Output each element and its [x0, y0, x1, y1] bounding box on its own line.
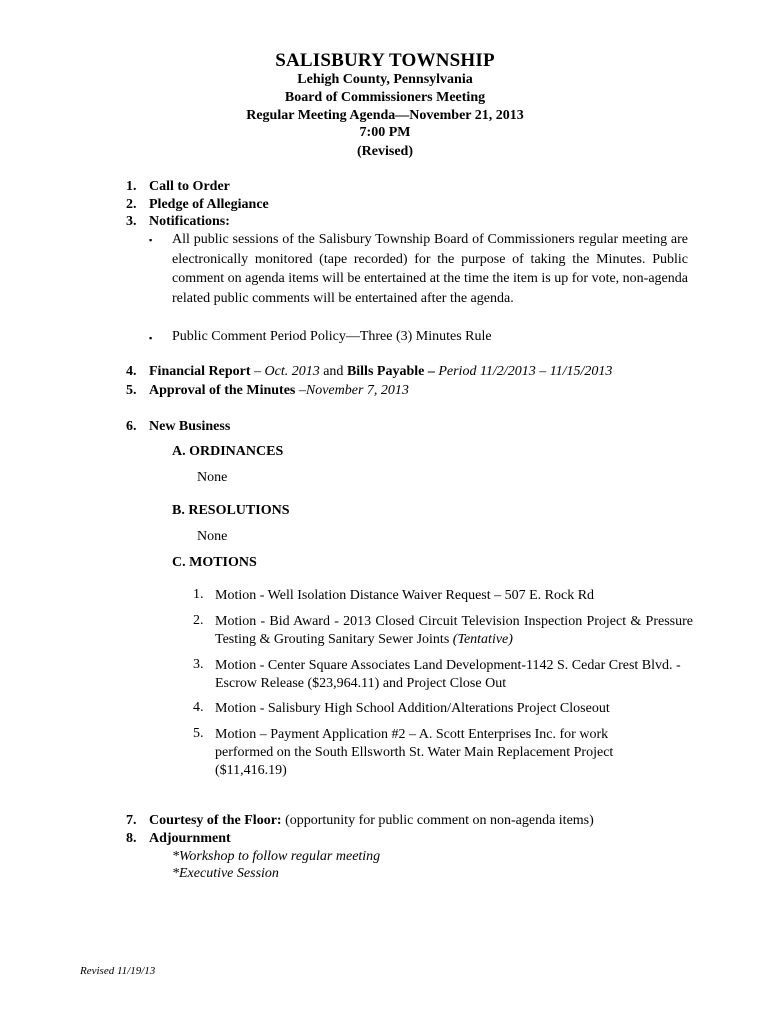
- motion-2-text: [215, 613, 693, 649]
- ordinances-heading: A. ORDINANCES: [172, 444, 284, 459]
- motion-4-number: 4.: [193, 700, 204, 715]
- motion-1-number: 1.: [193, 587, 204, 602]
- courtesy-floor-label: Courtesy of the Floor:: [149, 813, 282, 828]
- executive-session-note: *Executive Session: [172, 866, 279, 881]
- bullet-icon: ▪: [149, 235, 153, 245]
- item-8-number: 8.: [126, 831, 137, 846]
- motion-2-number: 2.: [193, 613, 204, 628]
- item-1-label: Call to Order: [149, 179, 230, 194]
- meeting-time: 7:00 PM: [359, 125, 411, 140]
- item-5-line: [149, 383, 409, 399]
- workshop-note: *Workshop to follow regular meeting: [172, 849, 381, 864]
- item-4-separator: –: [250, 364, 265, 379]
- bills-payable-period: Period 11/2/2013 – 11/15/2013: [434, 364, 613, 379]
- resolutions-heading: B. RESOLUTIONS: [172, 503, 290, 518]
- revised-note: (Revised): [357, 144, 413, 159]
- county-subtitle: Lehigh County, Pennsylvania: [297, 72, 473, 87]
- item-2-label: Pledge of Allegiance: [149, 197, 269, 212]
- item-5-number: 5.: [126, 383, 137, 398]
- item-4-line: [149, 364, 612, 380]
- item-7-line: [149, 813, 594, 829]
- bills-payable-label: Bills Payable –: [346, 364, 435, 379]
- item-4-and: and: [319, 364, 347, 379]
- minutes-date: –November 7, 2013: [295, 383, 409, 398]
- financial-report-month: Oct. 2013: [264, 364, 320, 379]
- notification-paragraph: All public sessions of the Salisbury Township Board of Commissioners regular meeting are electronically monitored (tape recorded) for the purpose of taking the Minutes. Public comment on agenda items will be entertained at the time the item is up for vote, non-agenda related public comments will be entertained after the agenda.: [172, 232, 688, 306]
- motion-4-text: Motion - Salisbury High School Addition/Alterations Project Closeout: [215, 701, 610, 716]
- board-subtitle: Board of Commissioners Meeting: [284, 90, 486, 105]
- courtesy-floor-note: (opportunity for public comment on non-agenda items): [281, 813, 594, 828]
- bullet-icon: ▪: [149, 333, 153, 343]
- footer-revised-date: Revised 11/19/13: [80, 965, 156, 977]
- ordinances-value: None: [197, 470, 228, 485]
- agenda-date: Regular Meeting Agenda—November 21, 2013: [246, 108, 524, 123]
- motion-3-number: 3.: [193, 657, 204, 672]
- motion-2-tentative: (Tentative): [452, 632, 513, 647]
- page-title: SALISBURY TOWNSHIP: [275, 50, 495, 71]
- item-2-number: 2.: [126, 197, 137, 212]
- item-7-number: 7.: [126, 813, 137, 828]
- public-comment-policy: Public Comment Period Policy—Three (3) Minutes Rule: [172, 329, 492, 344]
- motion-5-number: 5.: [193, 726, 204, 741]
- financial-report-label: Financial Report: [149, 364, 251, 379]
- approval-minutes-label: Approval of the Minutes: [149, 383, 296, 398]
- resolutions-value: None: [197, 529, 228, 544]
- item-3-label: Notifications:: [149, 214, 230, 229]
- item-8-label: Adjournment: [149, 831, 231, 846]
- motion-5-text: Motion – Payment Application #2 – A. Scott Enterprises Inc. for work performed on the South Ellsworth St. Water Main Replacement Project ($11,416.19): [215, 727, 614, 778]
- motions-heading: C. MOTIONS: [172, 555, 257, 570]
- item-4-number: 4.: [126, 364, 137, 379]
- item-6-number: 6.: [126, 419, 137, 434]
- item-3-number: 3.: [126, 214, 137, 229]
- motion-2-body: Motion - Bid Award - 2013 Closed Circuit Television Inspection Project & Pressure Testing & Grouting Sanitary Sewer Joints: [215, 614, 693, 647]
- motion-1-text: Motion - Well Isolation Distance Waiver Request – 507 E. Rock Rd: [215, 588, 595, 603]
- item-1-number: 1.: [126, 179, 137, 194]
- item-6-label: New Business: [149, 419, 231, 434]
- motion-3-text: Motion - Center Square Associates Land Development-1142 S. Cedar Crest Blvd. - Escrow Release ($23,964.11) and Project Close Out: [215, 658, 681, 691]
